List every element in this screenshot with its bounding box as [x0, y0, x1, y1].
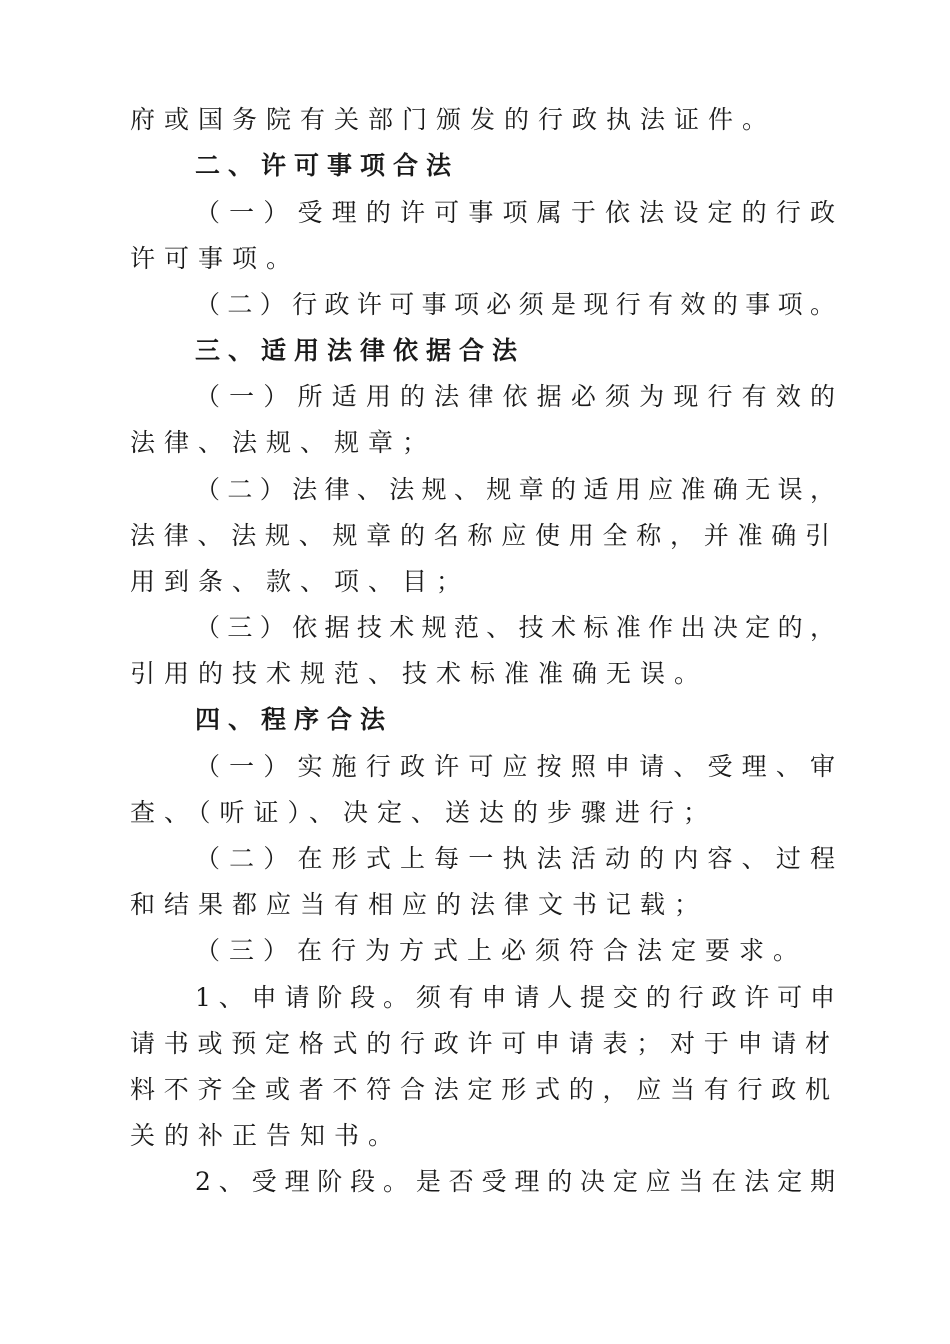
- section-heading-legal-basis: 三、适用法律依据合法: [195, 336, 526, 365]
- body-text-line: 关的补正告知书。: [130, 1121, 403, 1150]
- body-text-line: 府或国务院有关部门颁发的行政执法证件。: [130, 105, 777, 134]
- body-text-line: 请书或预定格式的行政许可申请表；对于申请材: [130, 1029, 830, 1058]
- body-text-line: （一）实施行政许可应按照申请、受理、审: [195, 752, 835, 781]
- body-text-line: 引用的技术规范、技术标准准确无误。: [130, 659, 709, 688]
- body-text-line: 用到条、款、项、目；: [130, 567, 471, 596]
- body-text-line: 2、受理阶段。是否受理的决定应当在法定期: [195, 1167, 835, 1196]
- body-text-line: （一）受理的许可事项属于依法设定的行政: [195, 198, 835, 227]
- body-text-line: （三）在行为方式上必须符合法定要求。: [195, 936, 808, 965]
- body-text-line: （二）行政许可事项必须是现行有效的事项。: [195, 290, 835, 319]
- body-text-line: （二）在形式上每一执法活动的内容、过程: [195, 844, 835, 873]
- body-text-line: 法律、法规、规章；: [130, 428, 437, 457]
- body-text-line: （二）法律、法规、规章的适用应准确无误，: [195, 475, 835, 504]
- body-text-line: 料不齐全或者不符合法定形式的，应当有行政机: [130, 1075, 830, 1104]
- body-text-line: 查、（听证）、决定、送达的步骤进行；: [130, 798, 718, 827]
- body-text-line: （三）依据技术规范、技术标准作出决定的，: [195, 613, 835, 642]
- section-heading-procedure: 四、程序合法: [195, 705, 394, 734]
- body-text-line: 法律、法规、规章的名称应使用全称，并准确引: [130, 521, 830, 550]
- body-text-line: 和结果都应当有相应的法律文书记载；: [130, 890, 709, 919]
- body-text-line: （一）所适用的法律依据必须为现行有效的: [195, 382, 835, 411]
- body-text-line: 许可事项。: [130, 244, 301, 273]
- section-heading-permit-items: 二、许可事项合法: [195, 151, 460, 180]
- body-text-line: 1、申请阶段。须有申请人提交的行政许可申: [195, 983, 835, 1012]
